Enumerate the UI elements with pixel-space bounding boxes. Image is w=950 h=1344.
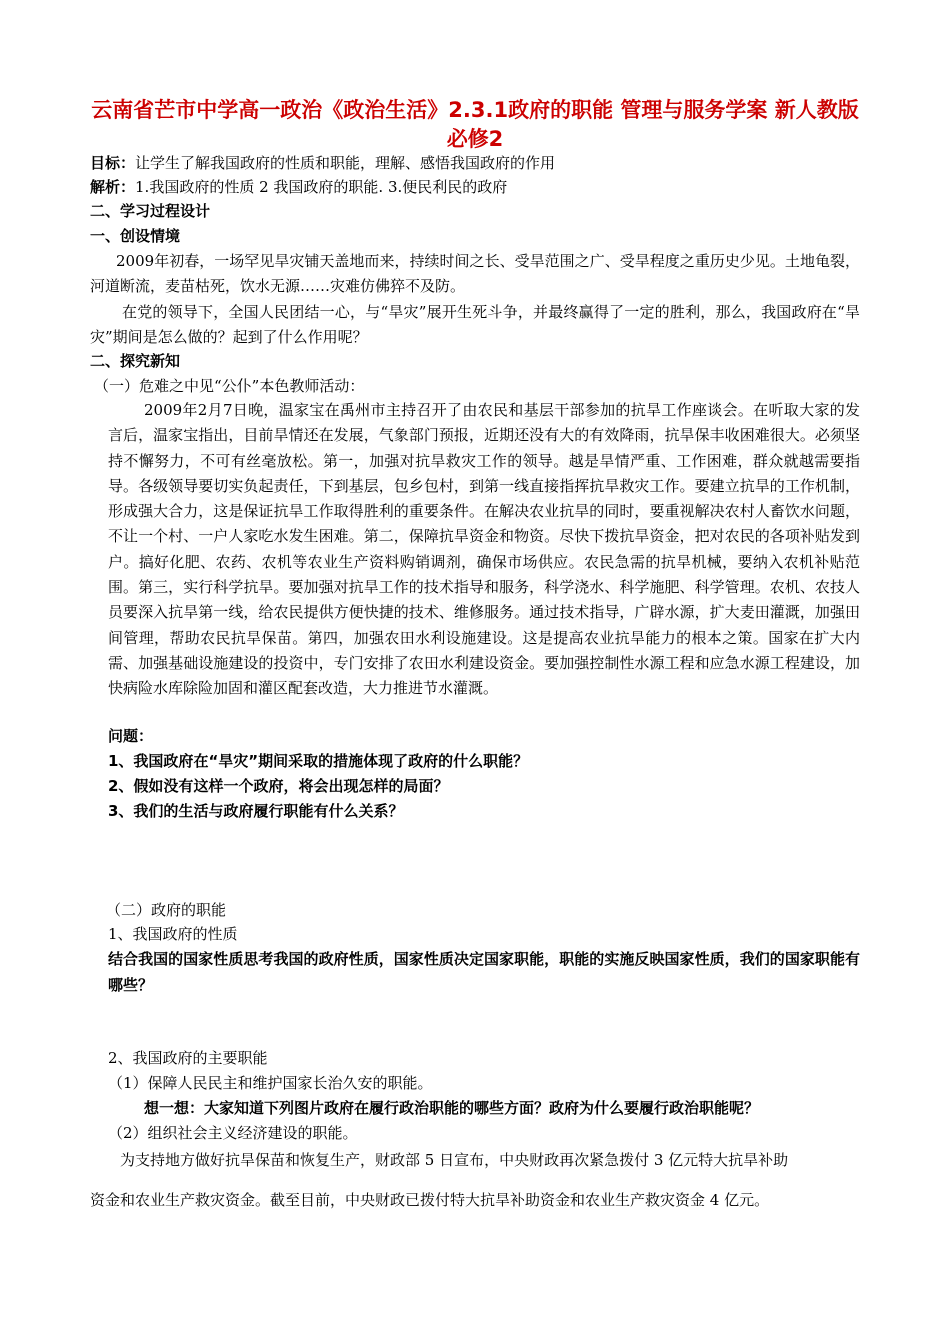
support-text-line-1: 为支持地方做好抗旱保苗和恢复生产，财政部 5 日宣布，中央财政再次紧急拨付 3 亿元特大抗旱补助 <box>120 1151 789 1169</box>
goal-text: 让学生了解我国政府的性质和职能，理解、感悟我国政府的作用 <box>135 154 556 172</box>
functions-item-1: 1、我国政府的性质 <box>108 925 238 943</box>
questions-label: 问题： <box>108 727 154 745</box>
functions-heading: （二）政府的职能 <box>106 901 227 919</box>
functions-item-2-1: （1）保障人民民主和维护国家长治久安的职能。 <box>108 1074 433 1092</box>
section-design-heading: 二、学习过程设计 <box>90 202 211 220</box>
goal-label: 目标： <box>90 154 136 172</box>
analysis-text: 1.我国政府的性质 2 我国政府的职能. 3.便民利民的政府 <box>135 178 508 196</box>
activity-paragraph: 2009年2月7日晚，温家宝在禹州市主持召开了由农民和基层干部参加的抗旱工作座谈会。在听取大家的发言后，温家宝指出，目前旱情还在发展，气象部门预报，近期还没有大的有效降雨，抗旱保丰收困难很大。必须坚持不懈努力，不可有丝毫放松。第一，加强对抗旱救灾工作的领导。越是旱情严重、工作困难，群众就越需要指导。各级领导要切实负起责任，下到基层，包乡包村，到第一线直接指挥抗旱救灾工作。要建立抗旱的工作机制，形成强大合力，这是保证抗旱工作取得胜利的重要条件。在解决农业抗旱的同时，要重视解决农村人畜饮水问题，不让一个村、一户人家吃水发生困难。第二，保障抗旱资金和物资。尽快下拨抗旱资金，把对农民的各项补贴发到户。搞好化肥、农药、农机等农业生产资料购销调剂，确保市场供应。农民急需的抗旱机械，要纳入农机补贴范围。第三，实行科学抗旱。要加强对抗旱工作的技术指导和服务，科学浇水、科学施肥、科学管理。农机、农技人员要深入抗旱第一线，给农民提供方便快捷的技术、维修服务。通过技术指导，广辟水源，扩大麦田灌溉，加强田间管理，帮助农民抗旱保苗。第四，加强农田水利设施建设。这是提高农业抗旱能力的根本之策。国家在扩大内需、加强基础设施建设的投资中，专门安排了农田水利建设资金。要加强控制性水源工程和应急水源工程建设，加快病险水库除险加固和灌区配套改造，大力推进节水灌溉。 <box>108 401 860 698</box>
analysis-label: 解析： <box>90 178 136 196</box>
analysis-line <box>90 175 507 199</box>
goal-line <box>90 151 555 175</box>
functions-item-1-question: 结合我国的国家性质思考我国的政府性质，国家性质决定国家职能，职能的实施反映国家性质，我们的国家职能有哪些？ <box>108 950 860 994</box>
section-scene-heading: 一、创设情境 <box>90 227 181 245</box>
section-explore-heading: 二、探究新知 <box>90 352 181 370</box>
activity-title: （一）危难之中见“公仆”本色教师活动： <box>94 377 365 395</box>
scene-paragraph-2: 在党的领导下，全国人民团结一心，与“旱灾”展开生死斗争，并最终赢得了一定的胜利，那么，我国政府在“旱灾”期间是怎么做的？起到了什么作用呢？ <box>90 303 860 347</box>
scene-paragraph-1: 2009年初春，一场罕见旱灾铺天盖地而来，持续时间之长、受旱范围之广、受旱程度之重历史少见。土地龟裂，河道断流，麦苗枯死，饮水无源……灾难仿佛猝不及防。 <box>90 252 860 296</box>
document-title: 云南省芒市中学高一政治《政治生活》2.3.1政府的职能 管理与服务学案 新人教版必修2 <box>91 98 859 151</box>
support-text-line-2: 资金和农业生产救灾资金。截至目前，中央财政已拨付特大抗旱补助资金和农业生产救灾资金 4 亿元。 <box>90 1191 770 1209</box>
question-2: 2、假如没有这样一个政府，将会出现怎样的局面？ <box>108 777 449 795</box>
think-prompt: 想一想：大家知道下列图片政府在履行政治职能的哪些方面？政府为什么要履行政治职能呢？ <box>144 1099 760 1117</box>
functions-item-2-2: （2）组织社会主义经济建设的职能。 <box>108 1124 358 1142</box>
functions-item-2: 2、我国政府的主要职能 <box>108 1049 268 1067</box>
question-3: 3、我们的生活与政府履行职能有什么关系？ <box>108 802 404 820</box>
question-1: 1、我国政府在“旱灾”期间采取的措施体现了政府的什么职能？ <box>108 752 529 770</box>
